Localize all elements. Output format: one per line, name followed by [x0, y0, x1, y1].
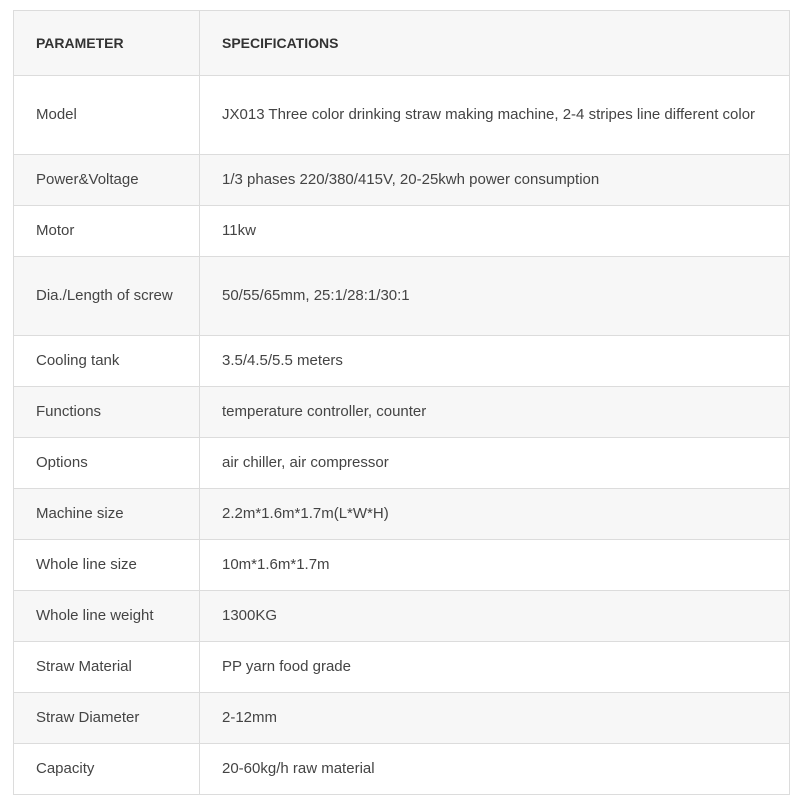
param-cell: Power&Voltage [14, 155, 200, 206]
spec-cell: 11kw [200, 206, 790, 257]
param-cell: Functions [14, 387, 200, 438]
spec-cell: 2.2m*1.6m*1.7m(L*W*H) [200, 489, 790, 540]
spec-cell: air chiller, air compressor [200, 438, 790, 489]
param-cell: Straw Material [14, 642, 200, 693]
spec-cell: 50/55/65mm, 25:1/28:1/30:1 [200, 257, 790, 336]
table-row [14, 693, 790, 744]
table-row [14, 336, 790, 387]
spec-table-container [13, 10, 790, 795]
param-cell: Model [14, 76, 200, 155]
param-cell: Whole line weight [14, 591, 200, 642]
param-cell: Dia./Length of screw [14, 257, 200, 336]
table-row [14, 206, 790, 257]
table-row [14, 540, 790, 591]
spec-cell: PP yarn food grade [200, 642, 790, 693]
spec-cell: 20-60kg/h raw material [200, 744, 790, 795]
param-cell: Machine size [14, 489, 200, 540]
spec-cell: 1/3 phases 220/380/415V, 20-25kwh power consumption [200, 155, 790, 206]
table-header-row [14, 11, 790, 76]
param-cell: Straw Diameter [14, 693, 200, 744]
param-cell: Options [14, 438, 200, 489]
spec-cell: 1300KG [200, 591, 790, 642]
spec-cell: JX013 Three color drinking straw making machine, 2-4 stripes line different color [200, 76, 790, 155]
param-cell: Capacity [14, 744, 200, 795]
param-cell: Motor [14, 206, 200, 257]
table-row [14, 387, 790, 438]
param-cell: Cooling tank [14, 336, 200, 387]
header-specifications: SPECIFICATIONS [200, 11, 790, 76]
spec-cell: 10m*1.6m*1.7m [200, 540, 790, 591]
table-row [14, 489, 790, 540]
table-row [14, 591, 790, 642]
spec-cell: 3.5/4.5/5.5 meters [200, 336, 790, 387]
spec-table [13, 10, 790, 795]
spec-cell: 2-12mm [200, 693, 790, 744]
param-cell: Whole line size [14, 540, 200, 591]
table-row [14, 257, 790, 336]
table-row [14, 744, 790, 795]
header-parameter: PARAMETER [14, 11, 200, 76]
table-row [14, 76, 790, 155]
spec-cell: temperature controller, counter [200, 387, 790, 438]
table-row [14, 642, 790, 693]
table-row [14, 155, 790, 206]
table-row [14, 438, 790, 489]
